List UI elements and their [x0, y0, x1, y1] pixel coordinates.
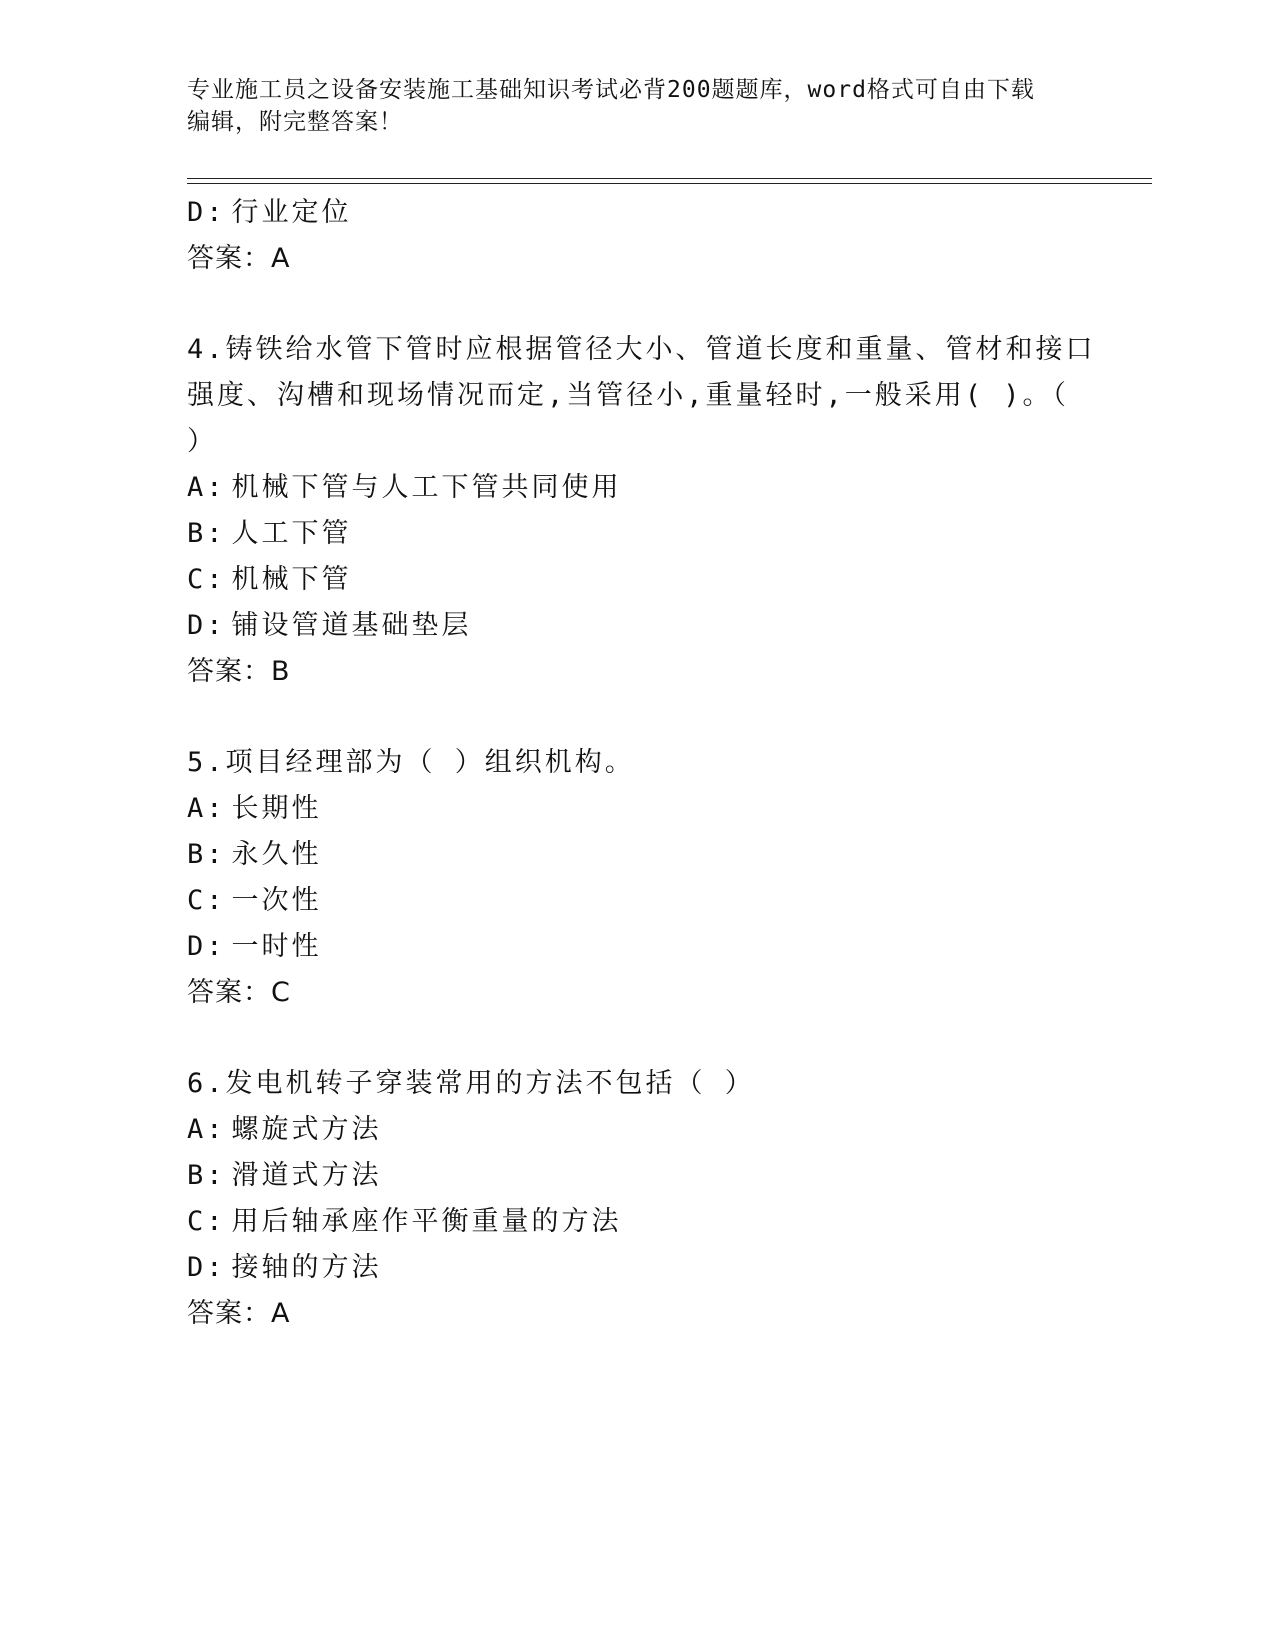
- q6-option-d: [187, 1245, 1087, 1291]
- q4-question-line-1: 4.铸铁给水管下管时应根据管径大小、管道长度和重量、管材和接口: [187, 334, 1096, 365]
- option-text: 接轴的方法: [231, 1252, 382, 1283]
- q3-answer: 答案：A: [187, 243, 291, 274]
- q4-option-c: [187, 557, 1087, 603]
- option-text: 机械下管: [231, 564, 352, 595]
- option-text: 长期性: [231, 793, 322, 824]
- spacer: [187, 282, 1087, 327]
- q4-option-a: [187, 465, 1087, 511]
- option-text: 人工下管: [231, 518, 352, 549]
- option-text: 滑道式方法: [231, 1160, 382, 1191]
- option-text: 永久性: [231, 839, 322, 870]
- q4-option-b: [187, 511, 1087, 557]
- option-text: 铺设管道基础垫层: [231, 610, 472, 641]
- option-key: A:: [187, 793, 226, 824]
- q4-answer: 答案：B: [187, 656, 291, 687]
- q5-answer: 答案：C: [187, 977, 291, 1008]
- q5-option-d: [187, 924, 1087, 970]
- option-text: 一时性: [231, 931, 322, 962]
- q3-option-d: [187, 190, 1087, 236]
- header-divider-top: [187, 178, 1152, 179]
- option-key: D:: [187, 931, 226, 962]
- option-text: 螺旋式方法: [231, 1114, 382, 1145]
- q4-option-d: [187, 603, 1087, 649]
- spacer: [187, 695, 1087, 740]
- option-text: 机械下管与人工下管共同使用: [231, 472, 622, 503]
- option-text: 用后轴承座作平衡重量的方法: [231, 1206, 622, 1237]
- option-key: A:: [187, 1114, 226, 1145]
- spacer: [187, 1016, 1087, 1061]
- option-key: A:: [187, 472, 226, 503]
- option-key: B:: [187, 1160, 226, 1191]
- q5-option-c: [187, 878, 1087, 924]
- q6-option-b: [187, 1153, 1087, 1199]
- option-key: B:: [187, 518, 226, 549]
- option-key: B:: [187, 839, 226, 870]
- q6-question: 6.发电机转子穿装常用的方法不包括（ ）: [187, 1068, 755, 1099]
- header-divider-bottom: [187, 183, 1152, 184]
- option-key: C:: [187, 885, 226, 916]
- q5-option-a: [187, 786, 1087, 832]
- q4-question-line-2: 强度、沟槽和现场情况而定,当管径小,重量轻时,一般采用( )。（: [187, 380, 1070, 411]
- option-key: C:: [187, 564, 226, 595]
- header-line-1: 专业施工员之设备安装施工基础知识考试必背200题题库，word格式可自由下载: [187, 77, 1035, 103]
- q5-option-b: [187, 832, 1087, 878]
- q4-question-line-3: ）: [187, 426, 217, 457]
- option-key: C:: [187, 1206, 226, 1237]
- q5-question: 5.项目经理部为（ ）组织机构。: [187, 747, 635, 778]
- option-key: D:: [187, 197, 226, 228]
- q6-option-a: [187, 1107, 1087, 1153]
- option-key: D:: [187, 1252, 226, 1283]
- header-line-2: 编辑，附完整答案！: [187, 109, 403, 135]
- question-content: [187, 190, 1096, 1337]
- option-key: D:: [187, 610, 226, 641]
- q6-answer: 答案：A: [187, 1298, 291, 1329]
- q6-option-c: [187, 1199, 1087, 1245]
- document-header: [187, 74, 1087, 138]
- option-text: 一次性: [231, 885, 322, 916]
- option-text: 行业定位: [231, 197, 352, 228]
